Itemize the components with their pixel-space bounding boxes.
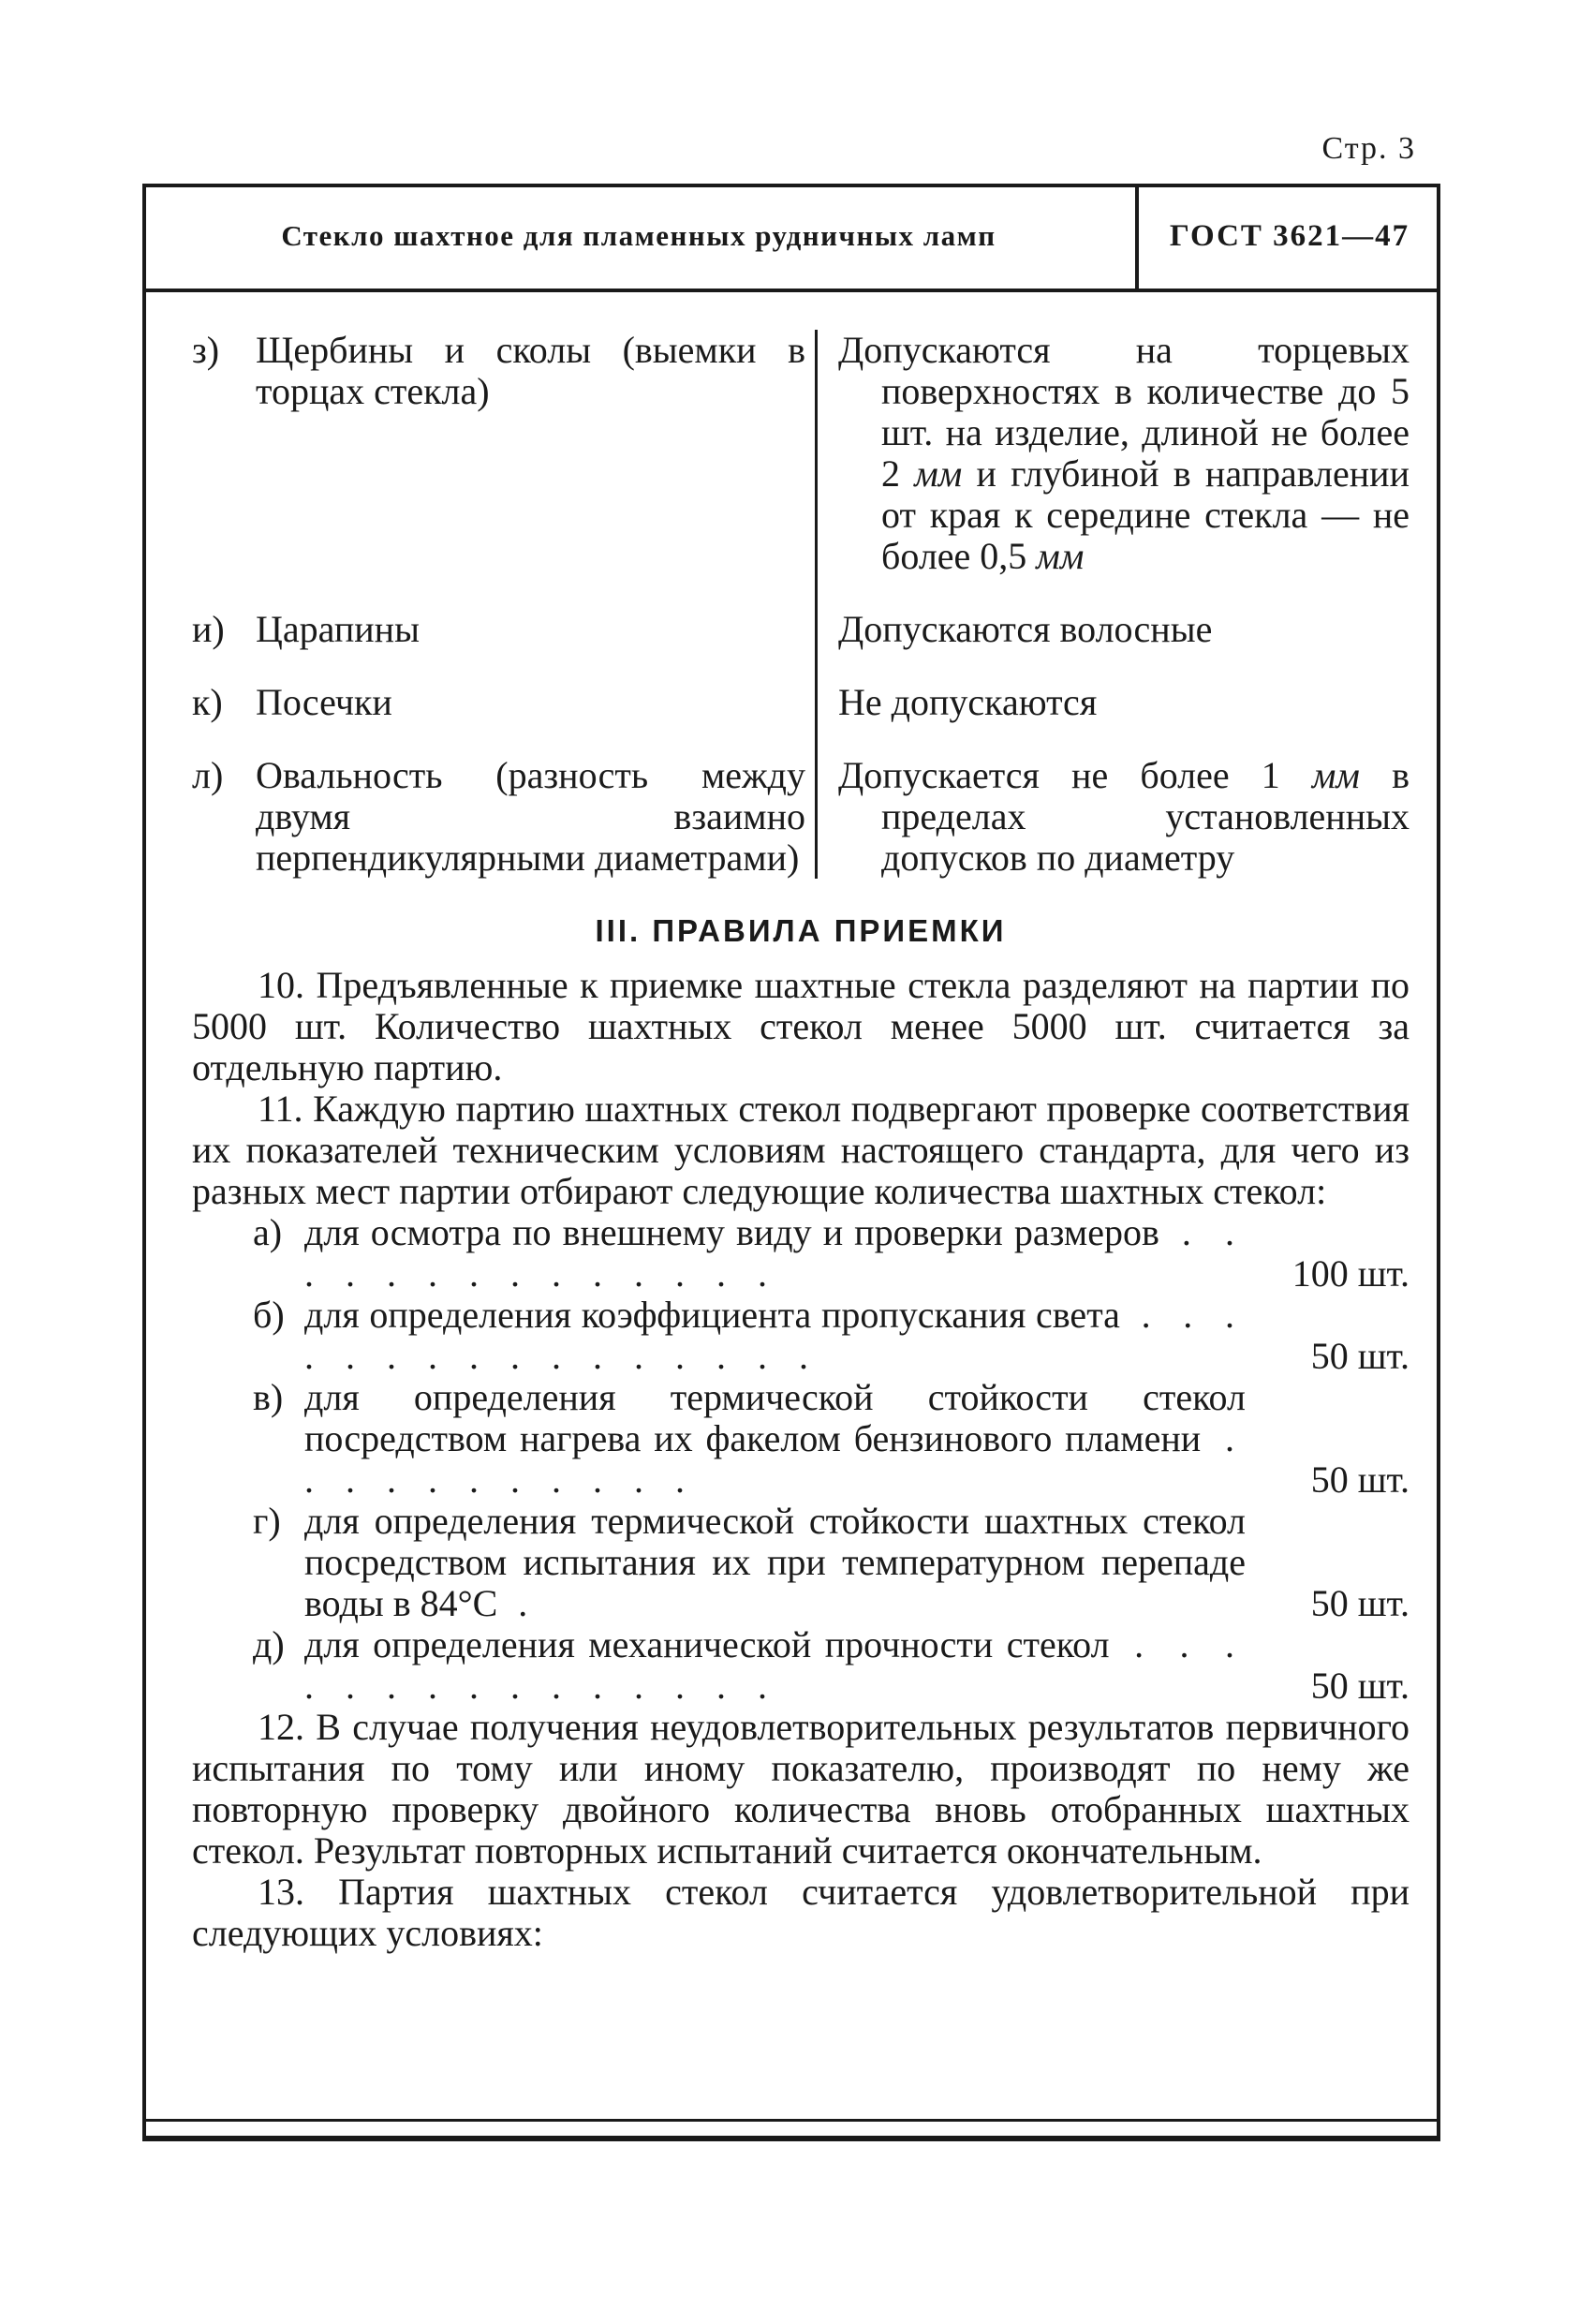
defect-row-z — [192, 330, 1410, 577]
list-text: для определения механической прочности стекол . . . . . . . . . . . . . . . — [304, 1623, 1247, 1707]
defect-row-i — [192, 609, 1410, 650]
defect-requirement: Не допускаются — [838, 681, 1098, 723]
list-item — [253, 1377, 1410, 1501]
paragraph-10: 10. Предъявленные к приемке шахтные стекла разделяют на партии по 5000 шт. Количество шахтных стекол менее 5000 шт. считается за отдельную партию. — [192, 964, 1410, 1088]
defect-requirement: Допускаются на торцевых поверхностях в количестве до 5 шт. на изделие, длиной не более 2 мм и глубиной в направлении от края к середине стекла — не более 0,5 мм — [838, 329, 1410, 577]
frame-bottom-line — [142, 2119, 1440, 2122]
list-item — [253, 1501, 1410, 1624]
paragraph-12: 12. В случае получения неудовлетворительных результатов первичного испытания по тому или иному показателю, производят по нему же повторную проверку двойного количества вновь отобранных шахтных стекол. Результат повторных испытаний считается окончательным. — [192, 1706, 1410, 1872]
section-title: III. ПРАВИЛА ПРИЕМКИ — [595, 913, 1007, 948]
defect-name: Посечки — [256, 681, 392, 723]
defect-marker: к) — [192, 681, 223, 723]
page-content — [192, 330, 1410, 1954]
paragraph-13: 13. Партия шахтных стекол считается удовлетворительной при следующих условиях: — [192, 1871, 1410, 1954]
defect-marker: и) — [192, 608, 225, 650]
defect-row-k — [192, 682, 1410, 723]
defect-requirement: Допускаются волосные — [838, 608, 1213, 650]
list-item — [253, 1295, 1410, 1377]
list-item — [253, 1212, 1410, 1295]
list-marker: г) — [253, 1500, 281, 1542]
paragraph-11: 11. Каждую партию шахтных стекол подвергают проверке соответствия их показателей техническим условиям настоящего стандарта, для чего из разных мест партии отбирают следующие количества шахтных стекол: — [192, 1088, 1410, 1212]
list-marker: в) — [253, 1376, 284, 1418]
document-title: Стекло шахтное для пламенных рудничных ламп — [142, 184, 1139, 289]
list-marker: д) — [253, 1623, 285, 1665]
defect-name: Царапины — [256, 608, 420, 650]
list-item — [253, 1624, 1410, 1707]
list-quantity: 50 шт. — [1310, 1335, 1410, 1377]
page-number: Стр. 3 — [1321, 131, 1416, 166]
defect-name: Овальность (разность между двумя взаимно перпендикулярными диаметрами) — [256, 754, 805, 879]
defect-row-l — [192, 755, 1410, 879]
defect-marker: л) — [192, 754, 224, 796]
defects-table — [192, 330, 1410, 879]
list-quantity: 100 шт. — [1291, 1252, 1410, 1295]
list-text: для осмотра по внешнему виду и проверки размеров . . . . . . . . . . . . . . — [304, 1211, 1247, 1295]
list-text: для определения коэффициента пропускания света . . . . . . . . . . . . . . . . — [304, 1294, 1246, 1377]
list-marker: б) — [253, 1294, 285, 1336]
standard-code: ГОСТ 3621—47 — [1169, 218, 1410, 253]
list-quantity: 50 шт. — [1310, 1582, 1410, 1624]
list-quantity: 50 шт. — [1310, 1458, 1410, 1501]
defect-name: Щербины и сколы (выемки в торцах стекла) — [256, 329, 805, 412]
defect-marker: з) — [192, 329, 220, 371]
list-marker: а) — [253, 1211, 283, 1253]
document-header — [142, 184, 1440, 292]
sample-list — [192, 1212, 1410, 1707]
list-text: для определения термической стойкости стекол посредством нагрева их факелом бензинового пламени . . . . . . . . . . . — [304, 1376, 1247, 1501]
list-text: для определения термической стойкости шахтных стекол посредством испытания их при температурном перепаде воды в 84°С . — [304, 1500, 1246, 1624]
defect-requirement: Допускается не более 1 мм в пределах установленных допусков по диаметру — [838, 754, 1410, 879]
list-quantity: 50 шт. — [1310, 1665, 1410, 1707]
